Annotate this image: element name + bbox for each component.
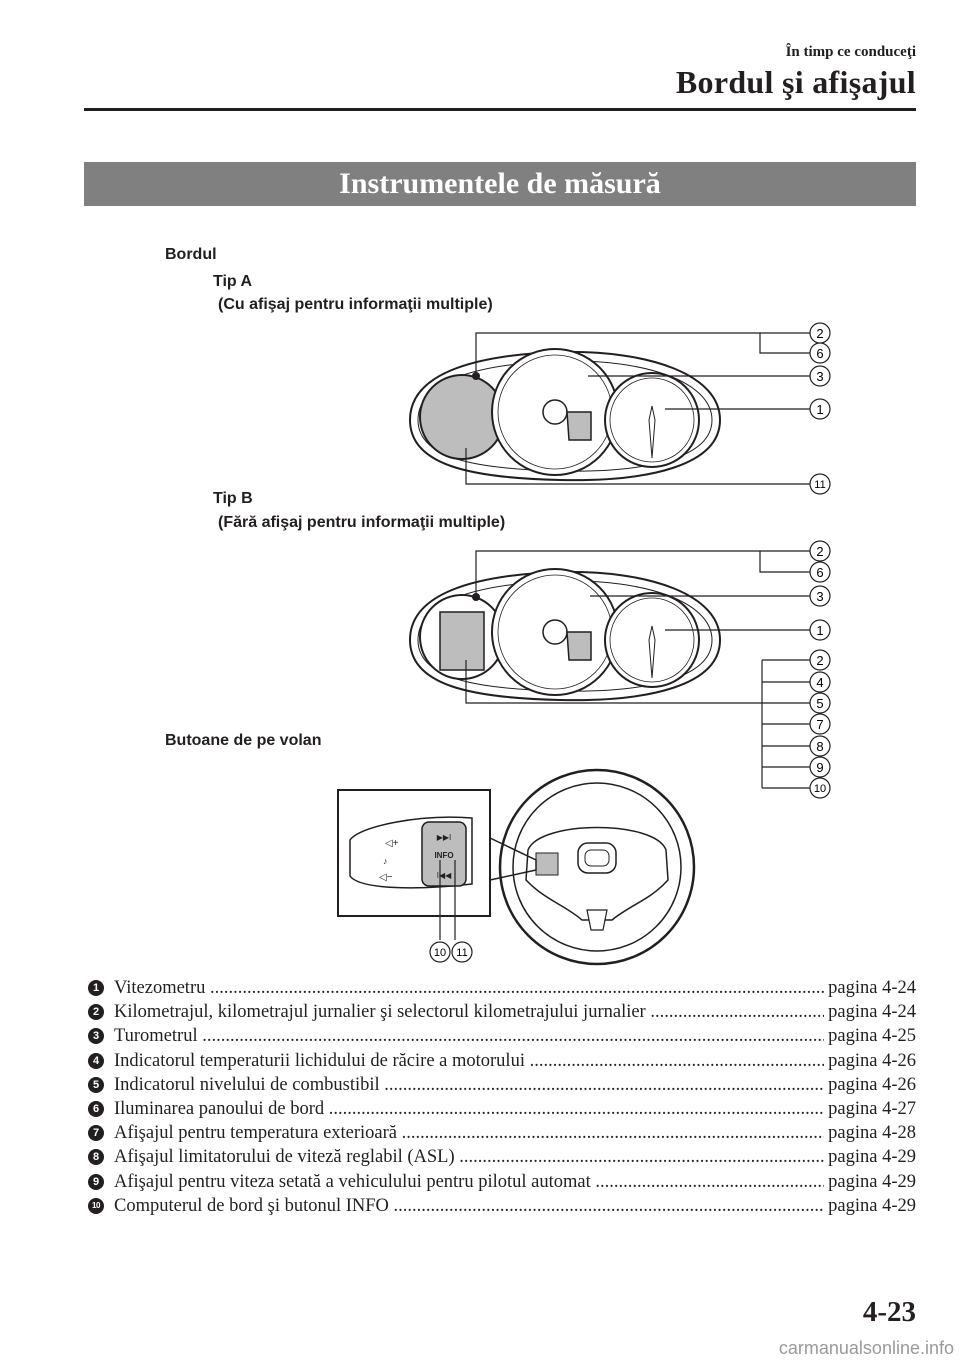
gauge-index-list xyxy=(88,976,916,1218)
svg-text:6: 6 xyxy=(816,346,824,361)
prev-track-icon: I◀◀ xyxy=(436,871,452,880)
callout-a-6 xyxy=(810,343,830,363)
callout-b-2b xyxy=(810,650,830,670)
toc-text: Indicatorul nivelului de combustibil ..... xyxy=(114,1073,916,1097)
toc-text: Afişajul pentru viteza setată a vehiculului pentru pilotul automat ..... xyxy=(114,1170,916,1194)
toc-number: 1 xyxy=(88,980,104,996)
toc-text: Turometrul ..... xyxy=(114,1024,916,1048)
steering-wheel xyxy=(500,770,694,964)
callout-b-2 xyxy=(810,541,830,561)
svg-text:1: 1 xyxy=(816,402,824,417)
callout-b-9 xyxy=(810,757,830,777)
svg-text:10: 10 xyxy=(433,947,447,959)
toc-number: 8 xyxy=(88,1149,104,1165)
label-butoane: Butoane de pe volan xyxy=(165,732,322,749)
watermark: carmanualsonline.info xyxy=(778,1338,954,1358)
page-number: 4-23 xyxy=(862,1296,916,1328)
toc-number: 6 xyxy=(88,1101,104,1117)
toc-text: Afişajul pentru temperatura exterioară ..... xyxy=(114,1121,916,1145)
section-banner: Instrumentele de măsură xyxy=(84,162,916,206)
callout-b-4 xyxy=(810,672,830,692)
voice-icon: ♪ xyxy=(383,856,388,866)
svg-text:9: 9 xyxy=(816,760,824,775)
callout-a-2 xyxy=(810,323,830,343)
label-tip-a-sub: (Cu afişaj pentru informaţii multiple) xyxy=(218,296,493,313)
callout-wheel-10 xyxy=(430,942,450,962)
svg-text:6: 6 xyxy=(816,565,824,580)
toc-item xyxy=(88,1073,916,1097)
svg-text:11: 11 xyxy=(814,479,826,491)
toc-item xyxy=(88,1170,916,1194)
next-track-icon: ▶▶I xyxy=(436,833,452,842)
toc-text: Kilometrajul, kilometrajul jurnalier şi selectorul kilometrajului jurnalier ..... xyxy=(114,1000,916,1024)
callout-b-3 xyxy=(810,586,830,606)
svg-text:8: 8 xyxy=(816,739,824,754)
toc-page: pagina 4-24 xyxy=(824,1000,916,1024)
cluster-tip-b xyxy=(410,569,720,700)
label-tip-b-sub: (Fără afişaj pentru informaţii multiple) xyxy=(218,514,506,531)
toc-page: pagina 4-26 xyxy=(824,1073,916,1097)
svg-text:3: 3 xyxy=(816,589,824,604)
volume-down-icon: ◁− xyxy=(379,872,393,883)
svg-text:2: 2 xyxy=(816,653,824,668)
svg-text:1: 1 xyxy=(816,623,824,638)
svg-text:3: 3 xyxy=(816,369,824,384)
toc-item xyxy=(88,1097,916,1121)
tachometer-a xyxy=(492,349,618,475)
toc-page: pagina 4-27 xyxy=(824,1097,916,1121)
svg-text:2: 2 xyxy=(816,544,824,559)
toc-page: pagina 4-26 xyxy=(824,1049,916,1073)
toc-page: pagina 4-24 xyxy=(824,976,916,1000)
toc-text: Afişajul limitatorului de viteză reglabil (ASL) ..... xyxy=(114,1145,916,1169)
toc-number: 7 xyxy=(88,1125,104,1141)
toc-item xyxy=(88,1145,916,1169)
callout-b-5 xyxy=(810,693,830,713)
toc-number: 2 xyxy=(88,1004,104,1020)
callout-wheel-11 xyxy=(452,942,472,962)
toc-text: Vitezometru ..... xyxy=(114,976,916,1000)
running-header-chapter: Bordul şi afişajul xyxy=(675,64,916,100)
svg-text:5: 5 xyxy=(816,696,824,711)
toc-number: 5 xyxy=(88,1077,104,1093)
toc-number: 10 xyxy=(88,1198,104,1214)
toc-page: pagina 4-29 xyxy=(824,1194,916,1218)
speedometer-a xyxy=(605,373,699,467)
toc-number: 3 xyxy=(88,1028,104,1044)
toc-page: pagina 4-29 xyxy=(824,1170,916,1194)
tachometer-b xyxy=(492,569,618,695)
callout-a-11 xyxy=(810,474,830,494)
cluster-tip-a xyxy=(410,349,720,480)
svg-text:11: 11 xyxy=(456,947,468,959)
toc-item xyxy=(88,1194,916,1218)
svg-text:2: 2 xyxy=(816,326,824,341)
toc-item xyxy=(88,1000,916,1024)
callout-a-3 xyxy=(810,366,830,386)
callout-b-7 xyxy=(810,714,830,734)
label-tip-a: Tip A xyxy=(213,273,253,290)
info-button-label: INFO xyxy=(434,851,454,860)
label-bordul: Bordul xyxy=(165,246,217,263)
toc-item xyxy=(88,1024,916,1048)
toc-item xyxy=(88,976,916,1000)
toc-page: pagina 4-29 xyxy=(824,1145,916,1169)
speedometer-b xyxy=(605,593,699,687)
callout-b-6 xyxy=(810,562,830,582)
callout-b-8 xyxy=(810,736,830,756)
callout-a-1 xyxy=(810,399,830,419)
callout-b-1 xyxy=(810,620,830,640)
svg-text:7: 7 xyxy=(816,717,824,732)
toc-number: 9 xyxy=(88,1174,104,1190)
toc-text: Iluminarea panoului de bord ..... xyxy=(114,1097,916,1121)
toc-text: Computerul de bord şi butonul INFO ..... xyxy=(114,1194,916,1218)
callout-b-10 xyxy=(810,778,830,798)
toc-text: Indicatorul temperaturii lichidului de răcire a motorului ..... xyxy=(114,1049,916,1073)
running-header-section: În timp ce conduceţi xyxy=(785,44,916,60)
volume-up-icon: ◁+ xyxy=(385,838,399,849)
toc-page: pagina 4-25 xyxy=(824,1024,916,1048)
toc-number: 4 xyxy=(88,1053,104,1069)
toc-item xyxy=(88,1049,916,1073)
svg-text:10: 10 xyxy=(813,783,827,795)
toc-item xyxy=(88,1121,916,1145)
svg-text:4: 4 xyxy=(816,675,824,690)
odometer-display-b xyxy=(440,612,484,670)
toc-page: pagina 4-28 xyxy=(824,1121,916,1145)
label-tip-b: Tip B xyxy=(213,490,253,507)
